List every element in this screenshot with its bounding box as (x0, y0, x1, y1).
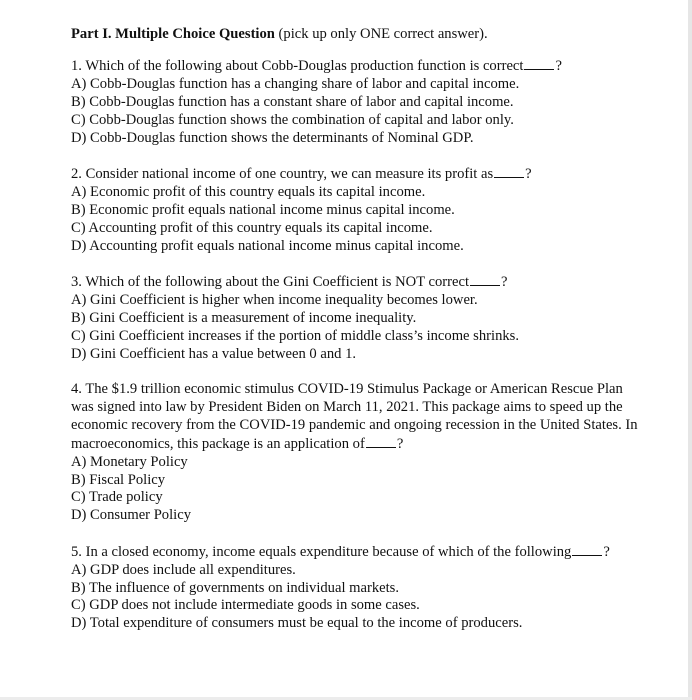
question-5 (71, 543, 683, 634)
question-3-option-b: B) Gini Coefficient is a measurement of income inequality. (71, 309, 417, 326)
question-1-stem-text: 1. Which of the following about Cobb-Douglas production function is correct (71, 57, 524, 74)
question-1-option-d: D) Cobb-Douglas function shows the determinants of Nominal GDP. (71, 129, 474, 146)
question-3-option-a: A) Gini Coefficient is higher when income inequality becomes lower. (71, 291, 478, 308)
question-4 (71, 381, 683, 525)
question-5-option-a: A) GDP does include all expenditures. (71, 561, 296, 578)
section-heading-instruction: (pick up only ONE correct answer). (274, 26, 488, 42)
question-3-stem (71, 273, 683, 292)
section-heading (71, 26, 683, 44)
question-2-stem-text: 2. Consider national income of one country, we can measure its profit as (71, 165, 494, 182)
question-5-option-b: B) The influence of governments on individual markets. (71, 579, 400, 596)
question-1-option-b: B) Cobb-Douglas function has a constant share of labor and capital income. (71, 93, 514, 110)
answer-blank (572, 543, 602, 556)
answer-blank (494, 165, 524, 178)
question-3-option-c: C) Gini Coefficient increases if the portion of middle class’s income shrinks. (71, 327, 519, 344)
question-4-option-d: D) Consumer Policy (71, 507, 191, 524)
question-4-stem-line-1: 4. The $1.9 trillion economic stimulus COVID-19 Stimulus Package or American Rescue Plan (71, 381, 623, 397)
page-right-edge (688, 0, 692, 700)
question-4-option-a: A) Monetary Policy (71, 453, 188, 470)
question-2-option-d: D) Accounting profit equals national income minus capital income. (71, 237, 464, 254)
question-mark: ? (603, 543, 610, 560)
question-5-option-d: D) Total expenditure of consumers must be equal to the income of producers. (71, 615, 523, 632)
question-2-option-a: A) Economic profit of this country equals its capital income. (71, 183, 426, 200)
question-2 (71, 165, 683, 256)
question-4-option-c: C) Trade policy (71, 489, 163, 506)
question-2-option-b: B) Economic profit equals national income minus capital income. (71, 201, 455, 218)
question-2-option-c: C) Accounting profit of this country equals its capital income. (71, 219, 433, 236)
question-1-option-a: A) Cobb-Douglas function has a changing share of labor and capital income. (71, 75, 520, 92)
question-5-stem (71, 543, 683, 562)
question-5-stem-text: 5. In a closed economy, income equals expenditure because of which of the following (71, 543, 572, 560)
question-1-option-c: C) Cobb-Douglas function shows the combination of capital and labor only. (71, 111, 514, 128)
question-4-stem-line-2: was signed into law by President Biden on March 11, 2021. This package aims to speed up the (71, 398, 623, 415)
question-4-stem-line-4 (71, 435, 683, 454)
document-page (71, 26, 683, 651)
question-mark: ? (396, 435, 404, 452)
question-5-option-c: C) GDP does not include intermediate goods in some cases. (71, 597, 420, 614)
question-3-option-d: D) Gini Coefficient has a value between 0 and 1. (71, 345, 357, 362)
question-4-stem-text: macroeconomics, this package is an application of (71, 435, 365, 452)
question-mark: ? (525, 165, 532, 182)
question-4-option-b: B) Fiscal Policy (71, 471, 166, 488)
answer-blank (470, 273, 500, 286)
question-4-stem-line-3: economic recovery from the COVID-19 pandemic and ongoing recession in the United States. In (71, 416, 638, 433)
question-3-stem-text: 3. Which of the following about the Gini Coefficient is NOT correct (71, 273, 469, 290)
question-2-stem (71, 165, 683, 184)
question-1 (71, 57, 683, 148)
question-1-stem (71, 57, 683, 76)
answer-blank (524, 57, 554, 70)
answer-blank (366, 435, 396, 448)
section-heading-bold: Part I. Multiple Choice Question (71, 26, 275, 42)
question-3 (71, 273, 683, 364)
question-mark: ? (555, 57, 562, 74)
question-mark: ? (501, 273, 508, 290)
